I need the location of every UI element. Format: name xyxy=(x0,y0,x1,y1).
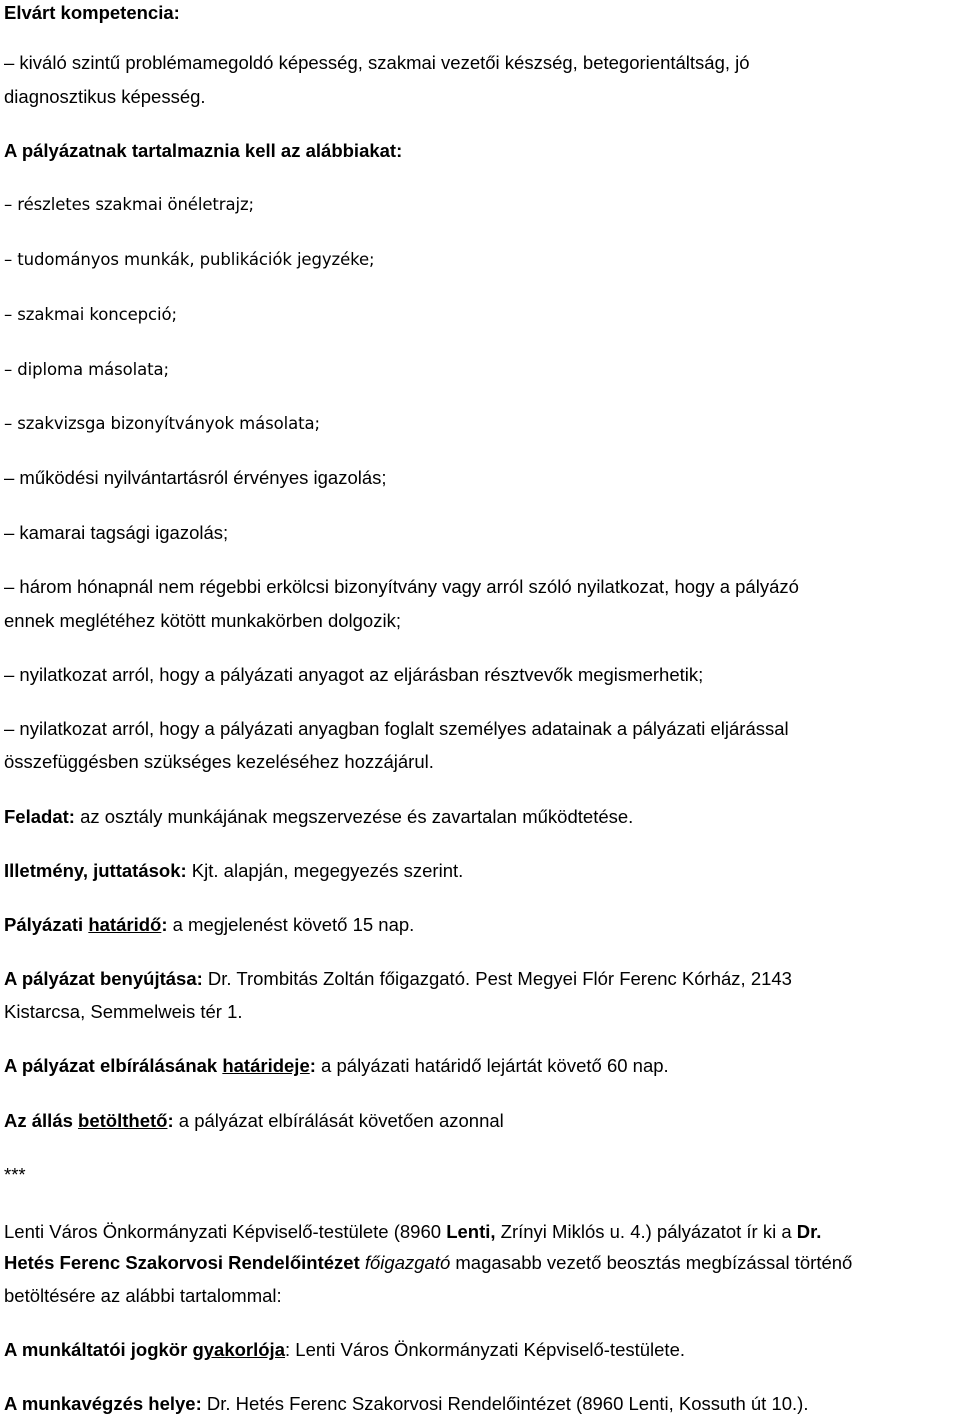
requirement-item: – diploma másolata; xyxy=(4,360,169,379)
competency-line-2: diagnosztikus képesség. xyxy=(4,86,206,107)
evaluation-paragraph xyxy=(4,1049,956,1082)
institution-name: Hetés Ferenc Szakorvosi Rendelőintézet xyxy=(4,1252,360,1273)
task-text: az osztály munkájának megszervezése és zavartalan működtetése. xyxy=(74,806,634,827)
heading-required-documents: A pályázatnak tartalmaznia kell az alábbiakat: xyxy=(4,140,403,161)
salary-label: Illetmény, juttatások: xyxy=(4,860,187,881)
evaluation-text: a pályázati határidő lejártát követő 60 nap. xyxy=(315,1055,669,1076)
requirement-item: – működési nyilvántartásról érvényes igazolás; xyxy=(4,467,387,488)
heading-expected-competency: Elvárt kompetencia: xyxy=(4,2,180,23)
requirement-data-processing-line-2: összefüggésben szükséges kezeléséhez hozzájárul. xyxy=(4,751,434,772)
evaluation-label: A pályázat elbírálásának határideje: xyxy=(4,1055,316,1076)
workplace-paragraph xyxy=(4,1387,956,1420)
requirement-consent: – nyilatkozat arról, hogy a pályázati anyagot az eljárásban résztvevők megismerhetik; xyxy=(4,664,704,685)
requirement-criminal-record-line-2: ennek meglétéhez kötött munkakörben dolgozik; xyxy=(4,610,401,631)
requirement-item: – részletes szakmai önéletrajz; xyxy=(4,195,254,214)
deadline-label: Pályázati határidő: xyxy=(4,914,168,935)
task-paragraph xyxy=(4,800,956,833)
deadline-text: a megjelenést követő 15 nap. xyxy=(167,914,415,935)
requirement-data-processing-line-1: – nyilatkozat arról, hogy a pályázati anyagban foglalt személyes adatainak a pályázati eljárással xyxy=(4,718,789,739)
intro-line-2: Hetés Ferenc Szakorvosi Rendelőintézet főigazgató magasabb vezető beosztás megbízással történő xyxy=(4,1252,853,1273)
submission-line-2: Kistarcsa, Semmelweis tér 1. xyxy=(4,1001,243,1022)
submission-label: A pályázat benyújtása: xyxy=(4,968,203,989)
section-separator: *** xyxy=(4,1164,26,1185)
requirement-item: – kamarai tagsági igazolás; xyxy=(4,522,229,543)
employer-paragraph xyxy=(4,1333,956,1366)
start-paragraph xyxy=(4,1104,956,1137)
workplace-text: Dr. Hetés Ferenc Szakorvosi Rendelőintézet (8960 Lenti, Kossuth út 10.). xyxy=(201,1393,809,1414)
start-label: Az állás betölthető: xyxy=(4,1110,174,1131)
submission-text: Dr. Trombitás Zoltán főigazgató. Pest Megyei Flór Ferenc Kórház, 2143 xyxy=(202,968,792,989)
deadline-paragraph xyxy=(4,908,956,941)
salary-text: Kjt. alapján, megegyezés szerint. xyxy=(186,860,464,881)
start-text: a pályázat elbírálását követően azonnal xyxy=(173,1110,504,1131)
employer-text: : Lenti Város Önkormányzati Képviselő-testülete. xyxy=(285,1339,685,1360)
intro-line-1: Lenti Város Önkormányzati Képviselő-testülete (8960 Lenti, Zrínyi Miklós u. 4.) pályázatot ír ki a Dr. xyxy=(4,1221,822,1242)
requirement-item: – tudományos munkák, publikációk jegyzéke; xyxy=(4,250,375,269)
requirement-item: – szakmai koncepció; xyxy=(4,305,177,324)
requirement-criminal-record-line-1: – három hónapnál nem régebbi erkölcsi bizonyítvány vagy arról szóló nyilatkozat, hogy a pályázó xyxy=(4,576,799,597)
submission-line-1 xyxy=(4,962,956,995)
position-title: főigazgató xyxy=(364,1252,451,1273)
employer-label: A munkáltatói jogkör gyakorlója xyxy=(4,1339,285,1360)
workplace-label: A munkavégzés helye: xyxy=(4,1393,202,1414)
salary-paragraph xyxy=(4,854,956,887)
competency-line-1: – kiváló szintű problémamegoldó képesség, szakmai vezetői készség, betegorientáltság, jó xyxy=(4,52,750,73)
requirement-item: – szakvizsga bizonyítványok másolata; xyxy=(4,414,320,433)
intro-line-3: betöltésére az alábbi tartalommal: xyxy=(4,1285,282,1306)
task-label: Feladat: xyxy=(4,806,75,827)
